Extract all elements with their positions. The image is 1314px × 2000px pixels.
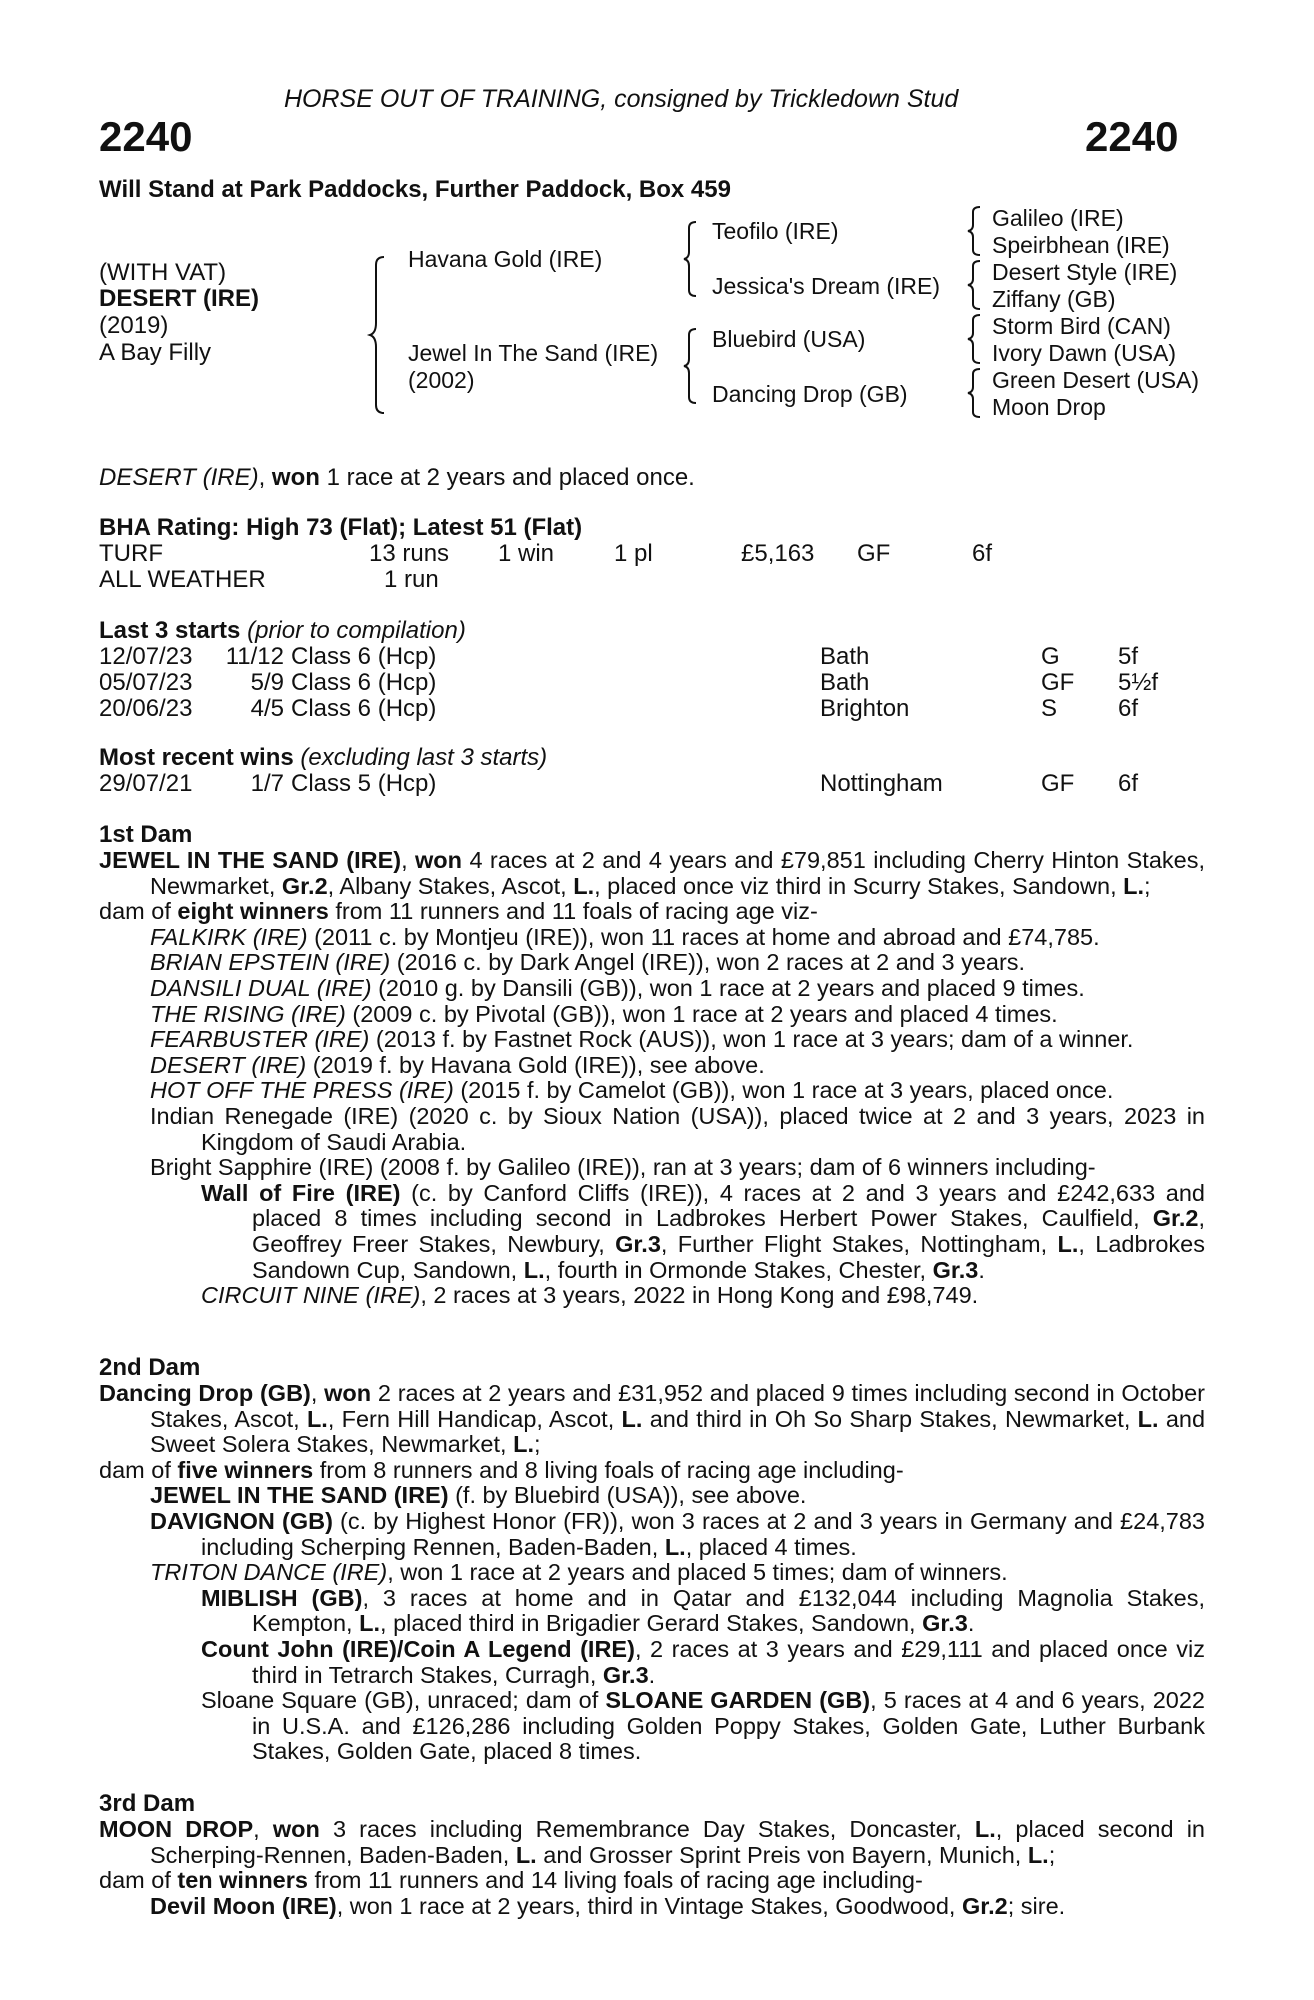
last3-dist: 5½f	[1118, 669, 1159, 696]
summary-won: won	[271, 464, 320, 491]
second-dam-intro: Dancing Drop (GB), won 2 races at 2 years and £31,952 and placed 9 times including second in October Stakes, Ascot, L., Fern Hill Handicap, Ascot, L. and third in Oh So Sharp Stakes, Newmarket, L. and Sweet Solera Stakes, Newmarket, L.;	[99, 1380, 1206, 1458]
foal-davignon: DAVIGNON (GB) (c. by Highest Honor (FR)), won 3 races at 2 and 3 years in Germany and £24,783 including Scherping Rennen, Baden-Baden, L., placed 4 times.	[150, 1507, 1205, 1560]
first-dam-intro: JEWEL IN THE SAND (IRE), won 4 races at 2 and 4 years and £79,851 including Cherry Hinton Stakes, Newmarket, Gr.2, Albany Stakes, Ascot, L., placed once viz third in Scurry Stakes, Sandown, L.;	[99, 847, 1206, 899]
consignment-line: HORSE OUT OF TRAINING, consigned by Trickledown Stud	[284, 85, 959, 113]
turf-runs: 13 runs	[369, 540, 450, 567]
lot-number-right: 2240	[1085, 113, 1179, 160]
grandfoal-count-john: Count John (IRE)/Coin A Legend (IRE), 2 races at 3 years and £29,111 and placed once viz third in Tetrarch Stakes, Curragh, Gr.3.	[201, 1635, 1205, 1688]
pedigree-sire: Havana Gold (IRE)	[408, 246, 603, 272]
aw-runs: 1 run	[384, 566, 439, 593]
grandfoal-sloane-square: Sloane Square (GB), unraced; dam of SLOANE GARDEN (GB), 5 races at 4 and 6 years, 2022 in U.S.A. and £126,286 including Golden Poppy Stakes, Golden Gate, Luther Burbank Stakes, Golden Gate, placed 8 times.	[201, 1687, 1205, 1765]
grandfoal-circuit-nine: CIRCUIT NINE (IRE), 2 races at 3 years, 2022 in Hong Kong and £98,749.	[201, 1282, 979, 1309]
foal-desert: DESERT (IRE) (2019 f. by Havana Gold (IRE)), see above.	[150, 1051, 765, 1078]
third-dam-intro: MOON DROP, won 3 races including Remembrance Day Stakes, Doncaster, L., placed second in Scherping-Rennen, Baden-Baden, L. and Grosser Sprint Preis von Bayern, Munich, L.;	[99, 1816, 1205, 1868]
horse-name: DESERT (IRE)	[99, 285, 260, 312]
pedigree-bracket-sire	[684, 220, 700, 298]
last3-going: S	[1041, 695, 1058, 722]
turf-going: GF	[857, 540, 891, 567]
race-summary: DESERT (IRE), won 1 race at 2 years and placed once.	[99, 464, 695, 491]
second-dam-produce: dam of five winners from 8 runners and 8 living foals of racing age including-	[99, 1456, 904, 1483]
pedigree-dsd: Ivory Dawn (USA)	[992, 340, 1177, 366]
summary-horse-name: DESERT (IRE)	[99, 464, 259, 491]
recent-going: GF	[1041, 770, 1075, 797]
pedigree-bracket-ds	[968, 313, 984, 365]
foal-the-rising: THE RISING (IRE) (2009 c. by Pivotal (GB)), won 1 race at 2 years and placed 4 times.	[150, 1000, 1058, 1027]
last3-pos: 5/9	[250, 669, 284, 696]
last3-cls: Class 6 (Hcp)	[291, 695, 437, 722]
stand-location: Will Stand at Park Paddocks, Further Paddock, Box 459	[99, 176, 731, 203]
pedigree-sire-sire: Teofilo (IRE)	[712, 218, 839, 244]
pedigree-dam: Jewel In The Sand (IRE)	[408, 340, 659, 366]
pedigree-ddd: Moon Drop	[992, 394, 1106, 420]
pedigree-bracket-ss	[968, 205, 984, 257]
foal-triton-dance: TRITON DANCE (IRE), won 1 race at 2 years and placed 5 times; dam of winners.	[150, 1559, 1008, 1586]
pedigree-bracket-dd	[968, 367, 984, 419]
pedigree-sds: Desert Style (IRE)	[992, 259, 1178, 285]
grandfoal-wall-of-fire: Wall of Fire (IRE) (c. by Canford Cliffs (IRE)), 4 races at 2 and 3 years and £242,633 and placed 8 times including second in Ladbrokes Herbert Power Stakes, Caulfield, Gr.2, Geoffrey Freer Stakes, Newbury, Gr.3, Further Flight Stakes, Nottingham, L., Ladbrokes Sandown Cup, Sandown, L., fourth in Ormonde Stakes, Chester, Gr.3.	[201, 1179, 1206, 1283]
turf-wins: 1 win	[498, 540, 555, 567]
last3-course: Brighton	[820, 695, 910, 722]
last3-date: 05/07/23	[99, 669, 193, 696]
pedigree-ssd: Speirbhean (IRE)	[992, 232, 1170, 258]
foal-indian-renegade: Indian Renegade (IRE) (2020 c. by Sioux Nation (USA)), placed twice at 2 and 3 years, 2023 in Kingdom of Saudi Arabia.	[150, 1102, 1205, 1155]
foal-falkirk: FALKIRK (IRE) (2011 c. by Montjeu (IRE)), won 11 races at home and abroad and £74,785.	[150, 923, 1100, 950]
first-dam-heading: 1st Dam	[99, 821, 193, 848]
recent-date: 29/07/21	[99, 770, 193, 797]
third-dam-produce: dam of ten winners from 11 runners and 14 living foals of racing age including-	[99, 1867, 923, 1894]
last3-dist: 6f	[1118, 695, 1139, 722]
last3-pos: 4/5	[250, 695, 284, 722]
pedigree-sire-dam: Jessica's Dream (IRE)	[712, 273, 941, 299]
summary-record: 1 race at 2 years and placed once.	[326, 464, 695, 491]
last3-cls: Class 6 (Hcp)	[291, 643, 437, 670]
last3-date: 12/07/23	[99, 643, 193, 670]
lot-number-left: 2240	[99, 113, 193, 160]
pedigree-dds: Green Desert (USA)	[992, 367, 1200, 393]
vat-note: (WITH VAT)	[99, 259, 227, 286]
bha-rating-title: BHA Rating: High 73 (Flat); Latest 51 (Flat)	[99, 514, 583, 541]
turf-placed: 1 pl	[614, 540, 653, 567]
last3-date: 20/06/23	[99, 695, 193, 722]
last3-dist: 5f	[1118, 643, 1139, 670]
pedigree-bracket-main	[370, 255, 390, 415]
third-dam-heading: 3rd Dam	[99, 1790, 196, 1817]
horse-year: (2019)	[99, 312, 169, 339]
foal-bright-sapphire: Bright Sapphire (IRE) (2008 f. by Galileo (IRE)), ran at 3 years; dam of 6 winners including-	[150, 1154, 1096, 1181]
pedigree-sdd: Ziffany (GB)	[992, 286, 1116, 312]
second-dam-section	[99, 1381, 1205, 1765]
foal-fearbuster: FEARBUSTER (IRE) (2013 f. by Fastnet Rock (AUS)), won 1 race at 3 years; dam of a winner.	[150, 1026, 1134, 1053]
foal-devil-moon: Devil Moon (IRE), won 1 race at 2 years, third in Vintage Stakes, Goodwood, Gr.2; sire.	[150, 1892, 1066, 1919]
first-dam-section	[99, 848, 1205, 1309]
grandfoal-miblish: MIBLISH (GB), 3 races at home and in Qatar and £132,044 including Magnolia Stakes, Kempton, L., placed third in Brigadier Gerard Stakes, Sandown, Gr.3.	[201, 1584, 1205, 1637]
recent-dist: 6f	[1118, 770, 1139, 797]
recent-pos: 1/7	[250, 770, 284, 797]
last3-cls: Class 6 (Hcp)	[291, 669, 437, 696]
last3-heading: Last 3 starts (prior to compilation)	[99, 617, 466, 644]
turf-distance: 6f	[972, 540, 993, 567]
last3-course: Bath	[820, 643, 870, 670]
recent-wins-heading: Most recent wins (excluding last 3 starts)	[99, 744, 548, 771]
recent-course: Nottingham	[820, 770, 943, 797]
turf-prize: £5,163	[741, 540, 815, 567]
pedigree-dss: Storm Bird (CAN)	[992, 313, 1171, 339]
third-dam-section	[99, 1817, 1205, 1919]
recent-cls: Class 5 (Hcp)	[291, 770, 437, 797]
second-dam-heading: 2nd Dam	[99, 1354, 201, 1381]
foal-hot-off-the-press: HOT OFF THE PRESS (IRE) (2015 f. by Camelot (GB)), won 1 race at 3 years, placed once.	[150, 1077, 1114, 1104]
last3-going: G	[1041, 643, 1060, 670]
aw-label: ALL WEATHER	[99, 566, 266, 593]
last3-course: Bath	[820, 669, 870, 696]
last3-going: GF	[1041, 669, 1075, 696]
pedigree-dam-sire: Bluebird (USA)	[712, 326, 866, 352]
foal-dansili-dual: DANSILI DUAL (IRE) (2010 g. by Dansili (GB)), won 1 race at 2 years and placed 9 times.	[150, 974, 1085, 1001]
first-dam-produce: dam of eight winners from 11 runners and 11 foals of racing age viz-	[99, 898, 818, 925]
last3-pos: 11/12	[225, 643, 284, 670]
horse-description: A Bay Filly	[99, 339, 212, 366]
pedigree-bracket-sd	[968, 259, 984, 311]
turf-label: TURF	[99, 540, 163, 567]
pedigree-sss: Galileo (IRE)	[992, 205, 1124, 231]
foal-brian-epstein: BRIAN EPSTEIN (IRE) (2016 c. by Dark Angel (IRE)), won 2 races at 2 and 3 years.	[150, 949, 1026, 976]
foal-jewel-in-the-sand: JEWEL IN THE SAND (IRE) (f. by Bluebird (USA)), see above.	[150, 1482, 807, 1509]
pedigree-dam-dam: Dancing Drop (GB)	[712, 381, 908, 407]
pedigree-bracket-dam	[684, 327, 700, 405]
pedigree-dam-year: (2002)	[408, 367, 475, 393]
